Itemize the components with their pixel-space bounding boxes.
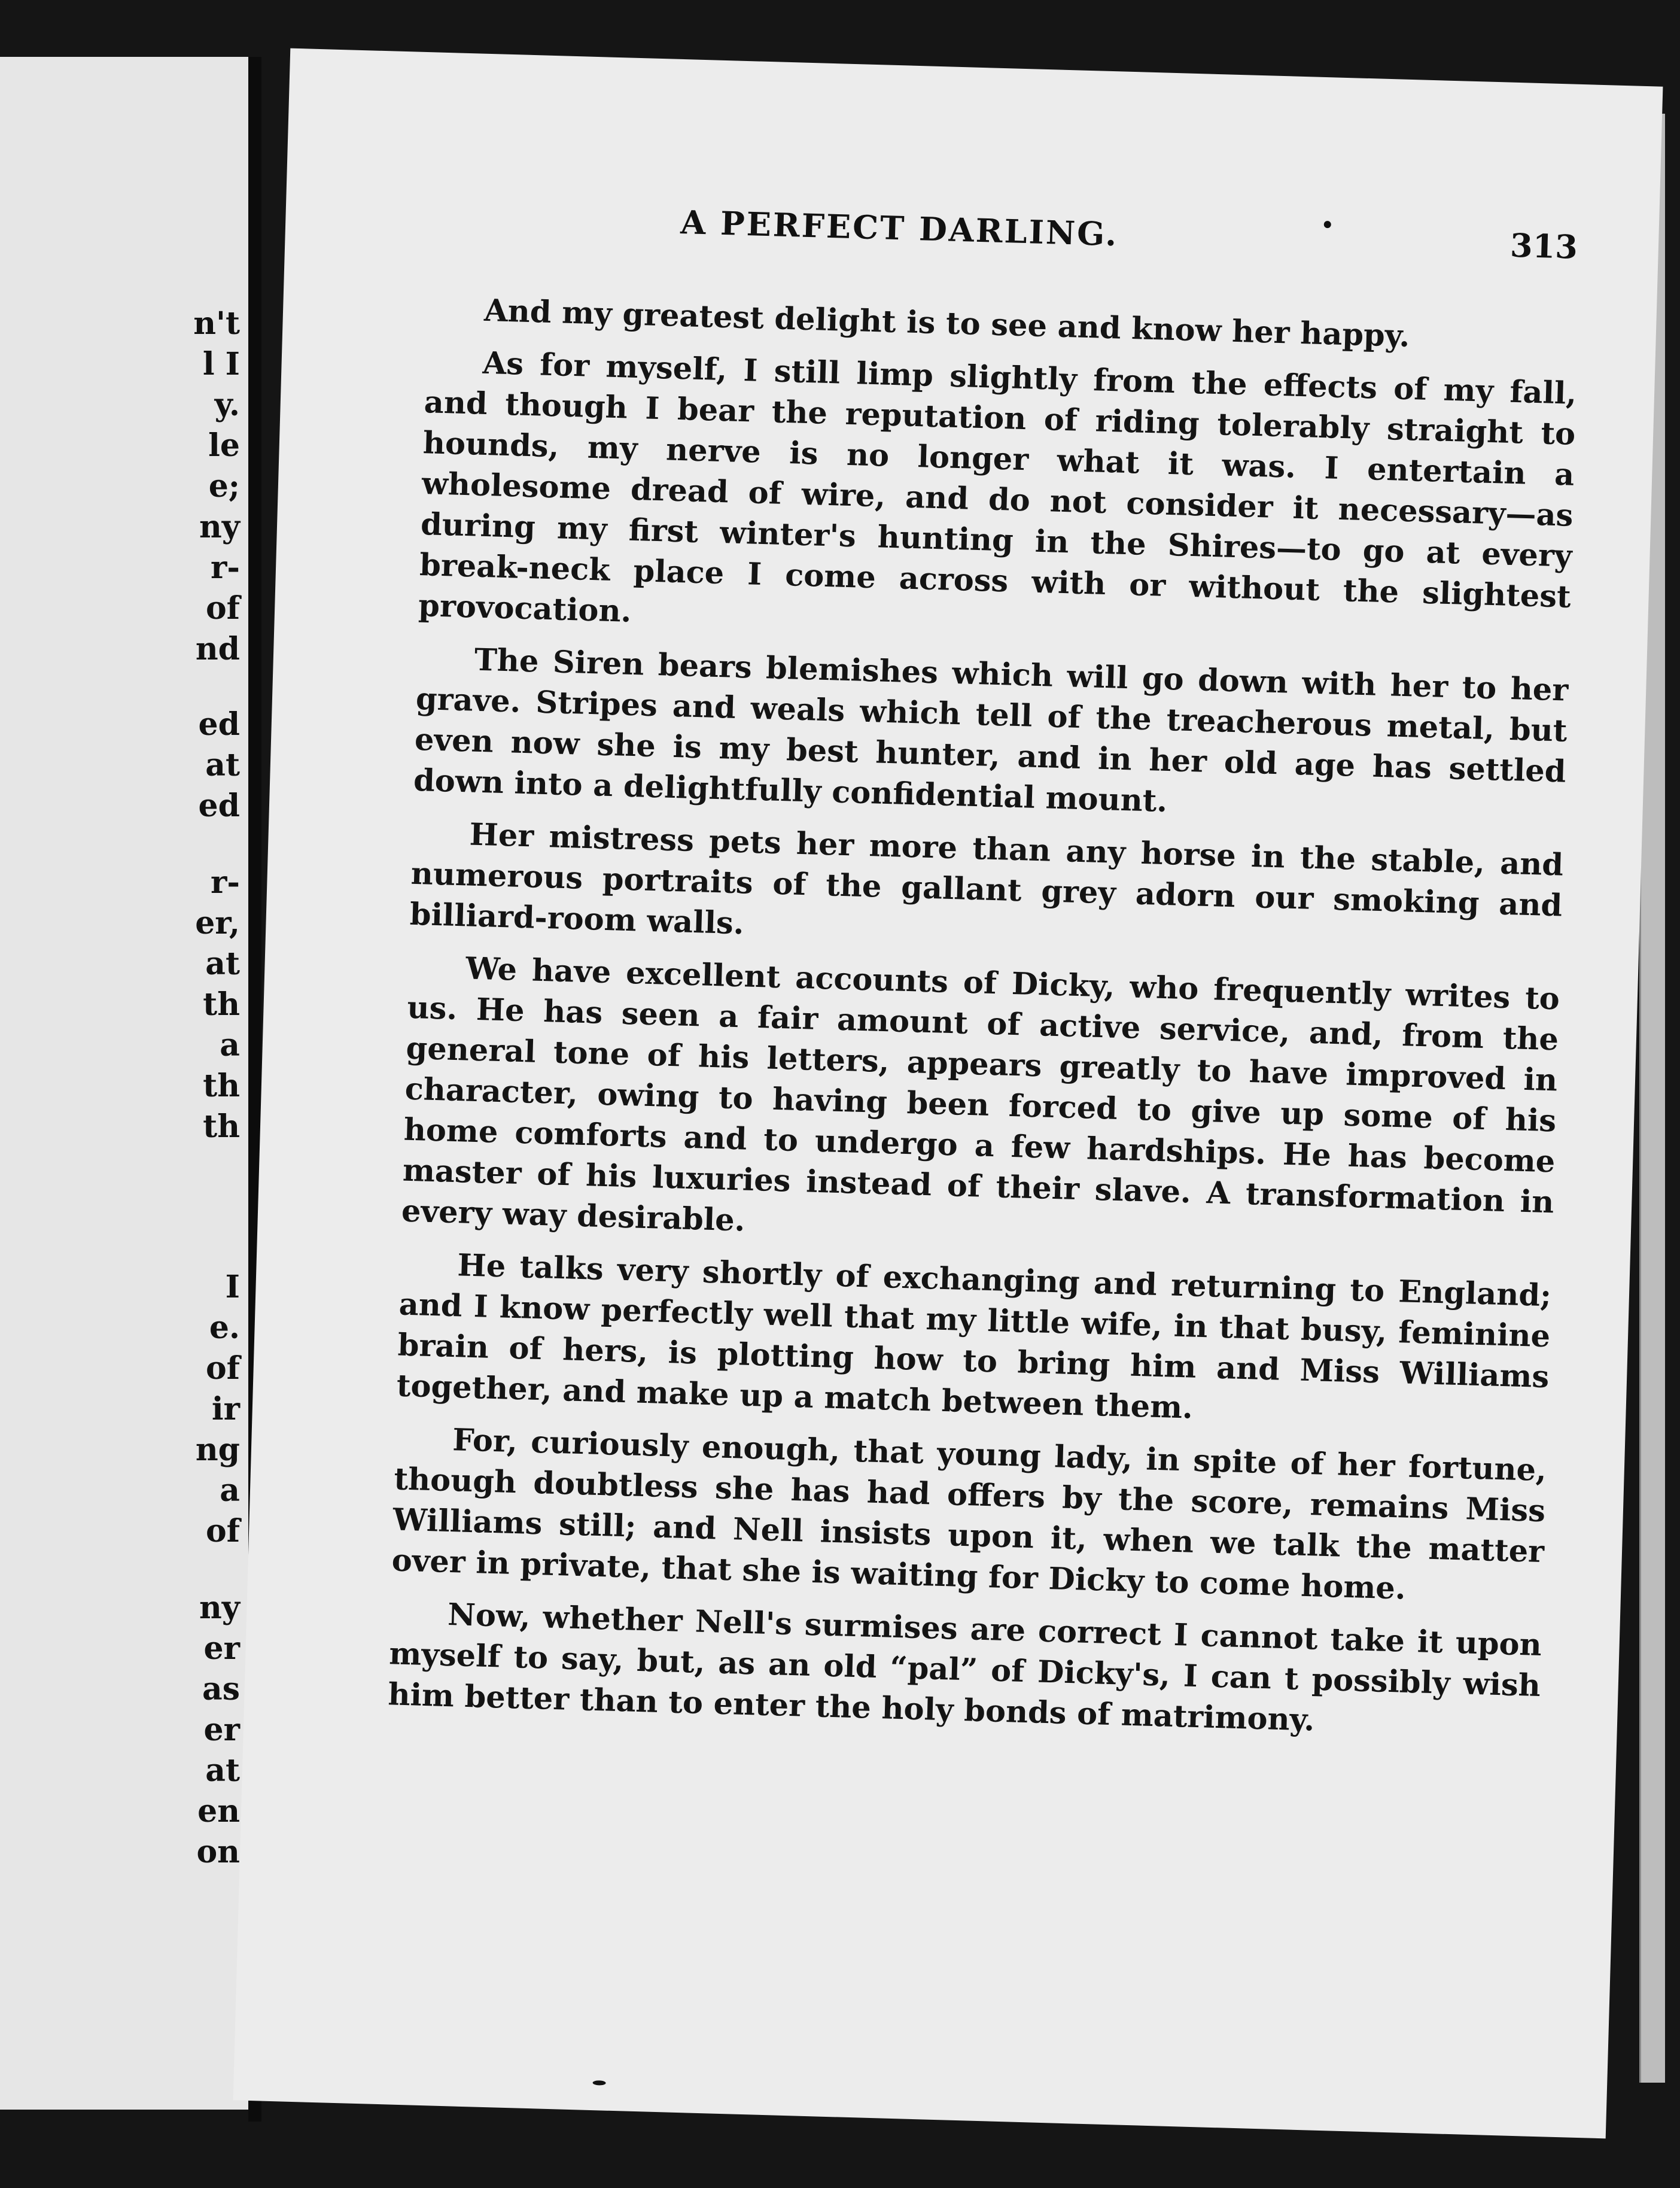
left-page-fragment: at — [205, 946, 240, 982]
left-page-fragment: a — [220, 1472, 240, 1509]
left-page-fragment: ny — [199, 509, 240, 545]
left-page-fragment: r- — [211, 864, 240, 901]
left-page-fragment: on — [196, 1834, 240, 1870]
running-head: A PERFECT DARLING. — [680, 202, 1119, 254]
left-page-fragment: th — [203, 1108, 240, 1145]
left-page-fragment: ng — [195, 1432, 240, 1468]
paragraph: For, curiously enough, that young lady, in spite of her fortune, though doubtless she has had offers by the score, remains Miss Williams still; and Nell insists upon it, when we talk the matter over in private, that she is waiting for Dicky to come home. — [391, 1422, 1547, 1607]
left-page-fragment: er, — [195, 905, 240, 941]
left-page-fragment: a — [220, 1027, 240, 1063]
left-page-fragment: th — [203, 986, 240, 1023]
left-page-fragment: at — [205, 1752, 240, 1789]
left-page-fragment: y. — [214, 387, 240, 423]
left-page-fragment: of — [205, 1513, 240, 1549]
left-page-fragment: I — [225, 1269, 240, 1305]
page-number: 313 — [1509, 226, 1578, 266]
left-page-fragment: ed — [198, 788, 240, 824]
left-page-fragment: le — [208, 427, 240, 464]
page-header — [428, 196, 1596, 282]
left-page-fragment: th — [203, 1068, 240, 1104]
left-page-fragment: ny — [199, 1590, 240, 1626]
left-page-fragment: r- — [211, 549, 240, 586]
paragraph: The Siren bears blemishes which will go down with her to her grave. Stripes and weals which tell of the treacherous metal, but even now she is my best hunter, and in her old age has settled down into a delightfully confidential mount. — [413, 642, 1569, 820]
paragraph: He talks very shortly of exchanging and returning to England; and I know perfectly well that my little wife, in that busy, feminine brain of hers, is plotting how to bring him and Miss Williams together, and make up a match between them. — [396, 1247, 1552, 1426]
left-page-fragment: er — [203, 1712, 240, 1748]
previous-page-sliver — [0, 57, 248, 2110]
left-page-fragment: as — [202, 1671, 240, 1707]
left-page-fragment: of — [205, 590, 240, 627]
left-page-fragment: of — [205, 1350, 240, 1387]
paragraph: Her mistress pets her more than any horse in the stable, and numerous portraits of the gallant grey adorn our smoking and billiard-room walls. — [409, 816, 1564, 942]
left-page-fragment: ed — [198, 706, 240, 743]
body-text — [387, 288, 1578, 1759]
left-page-fragment: at — [205, 747, 240, 783]
left-page-fragment: e. — [209, 1309, 240, 1346]
left-page-fragment: e; — [208, 468, 240, 505]
paragraph: As for myself, I still limp slightly from the effects of my fall, and though I bear the reputation of riding tolerably straight to hounds, my nerve is no longer what it was. I entertain a wholesome dread of wire, and do not consider it necessary—as during my first winter's hunting in the Shires—to go at every break-neck place I come across with or without the slightest provocation. — [418, 345, 1577, 630]
left-page-fragment: ir — [211, 1391, 240, 1427]
left-page-fragment: n't — [193, 305, 240, 342]
left-page-fragment: l I — [202, 346, 240, 382]
left-page-fragment: nd — [195, 631, 240, 667]
book-page — [233, 48, 1663, 2139]
paragraph: We have excellent accounts of Dicky, who frequently writes to us. He has seen a fair amount of active service, and, from the general tone of his letters, appears greatly to have improved in character, owing to having been forced to give up some of his home comforts and to undergo a few hardships. He has become master of his luxuries instead of their slave. A transformation in every way desirable. — [401, 950, 1560, 1239]
left-page-fragment: en — [197, 1793, 240, 1830]
paragraph: And my greatest delight is to see and know her happy. — [483, 292, 1411, 355]
paragraph: Now, whether Nell's surmises are correct I cannot take it upon myself to say, but, as an old “pal” of Dicky's, I can t possibly wish him better than to enter the holy bonds of matrimony. — [387, 1597, 1542, 1739]
left-page-fragment: er — [203, 1630, 240, 1667]
ink-speck — [593, 2080, 606, 2086]
